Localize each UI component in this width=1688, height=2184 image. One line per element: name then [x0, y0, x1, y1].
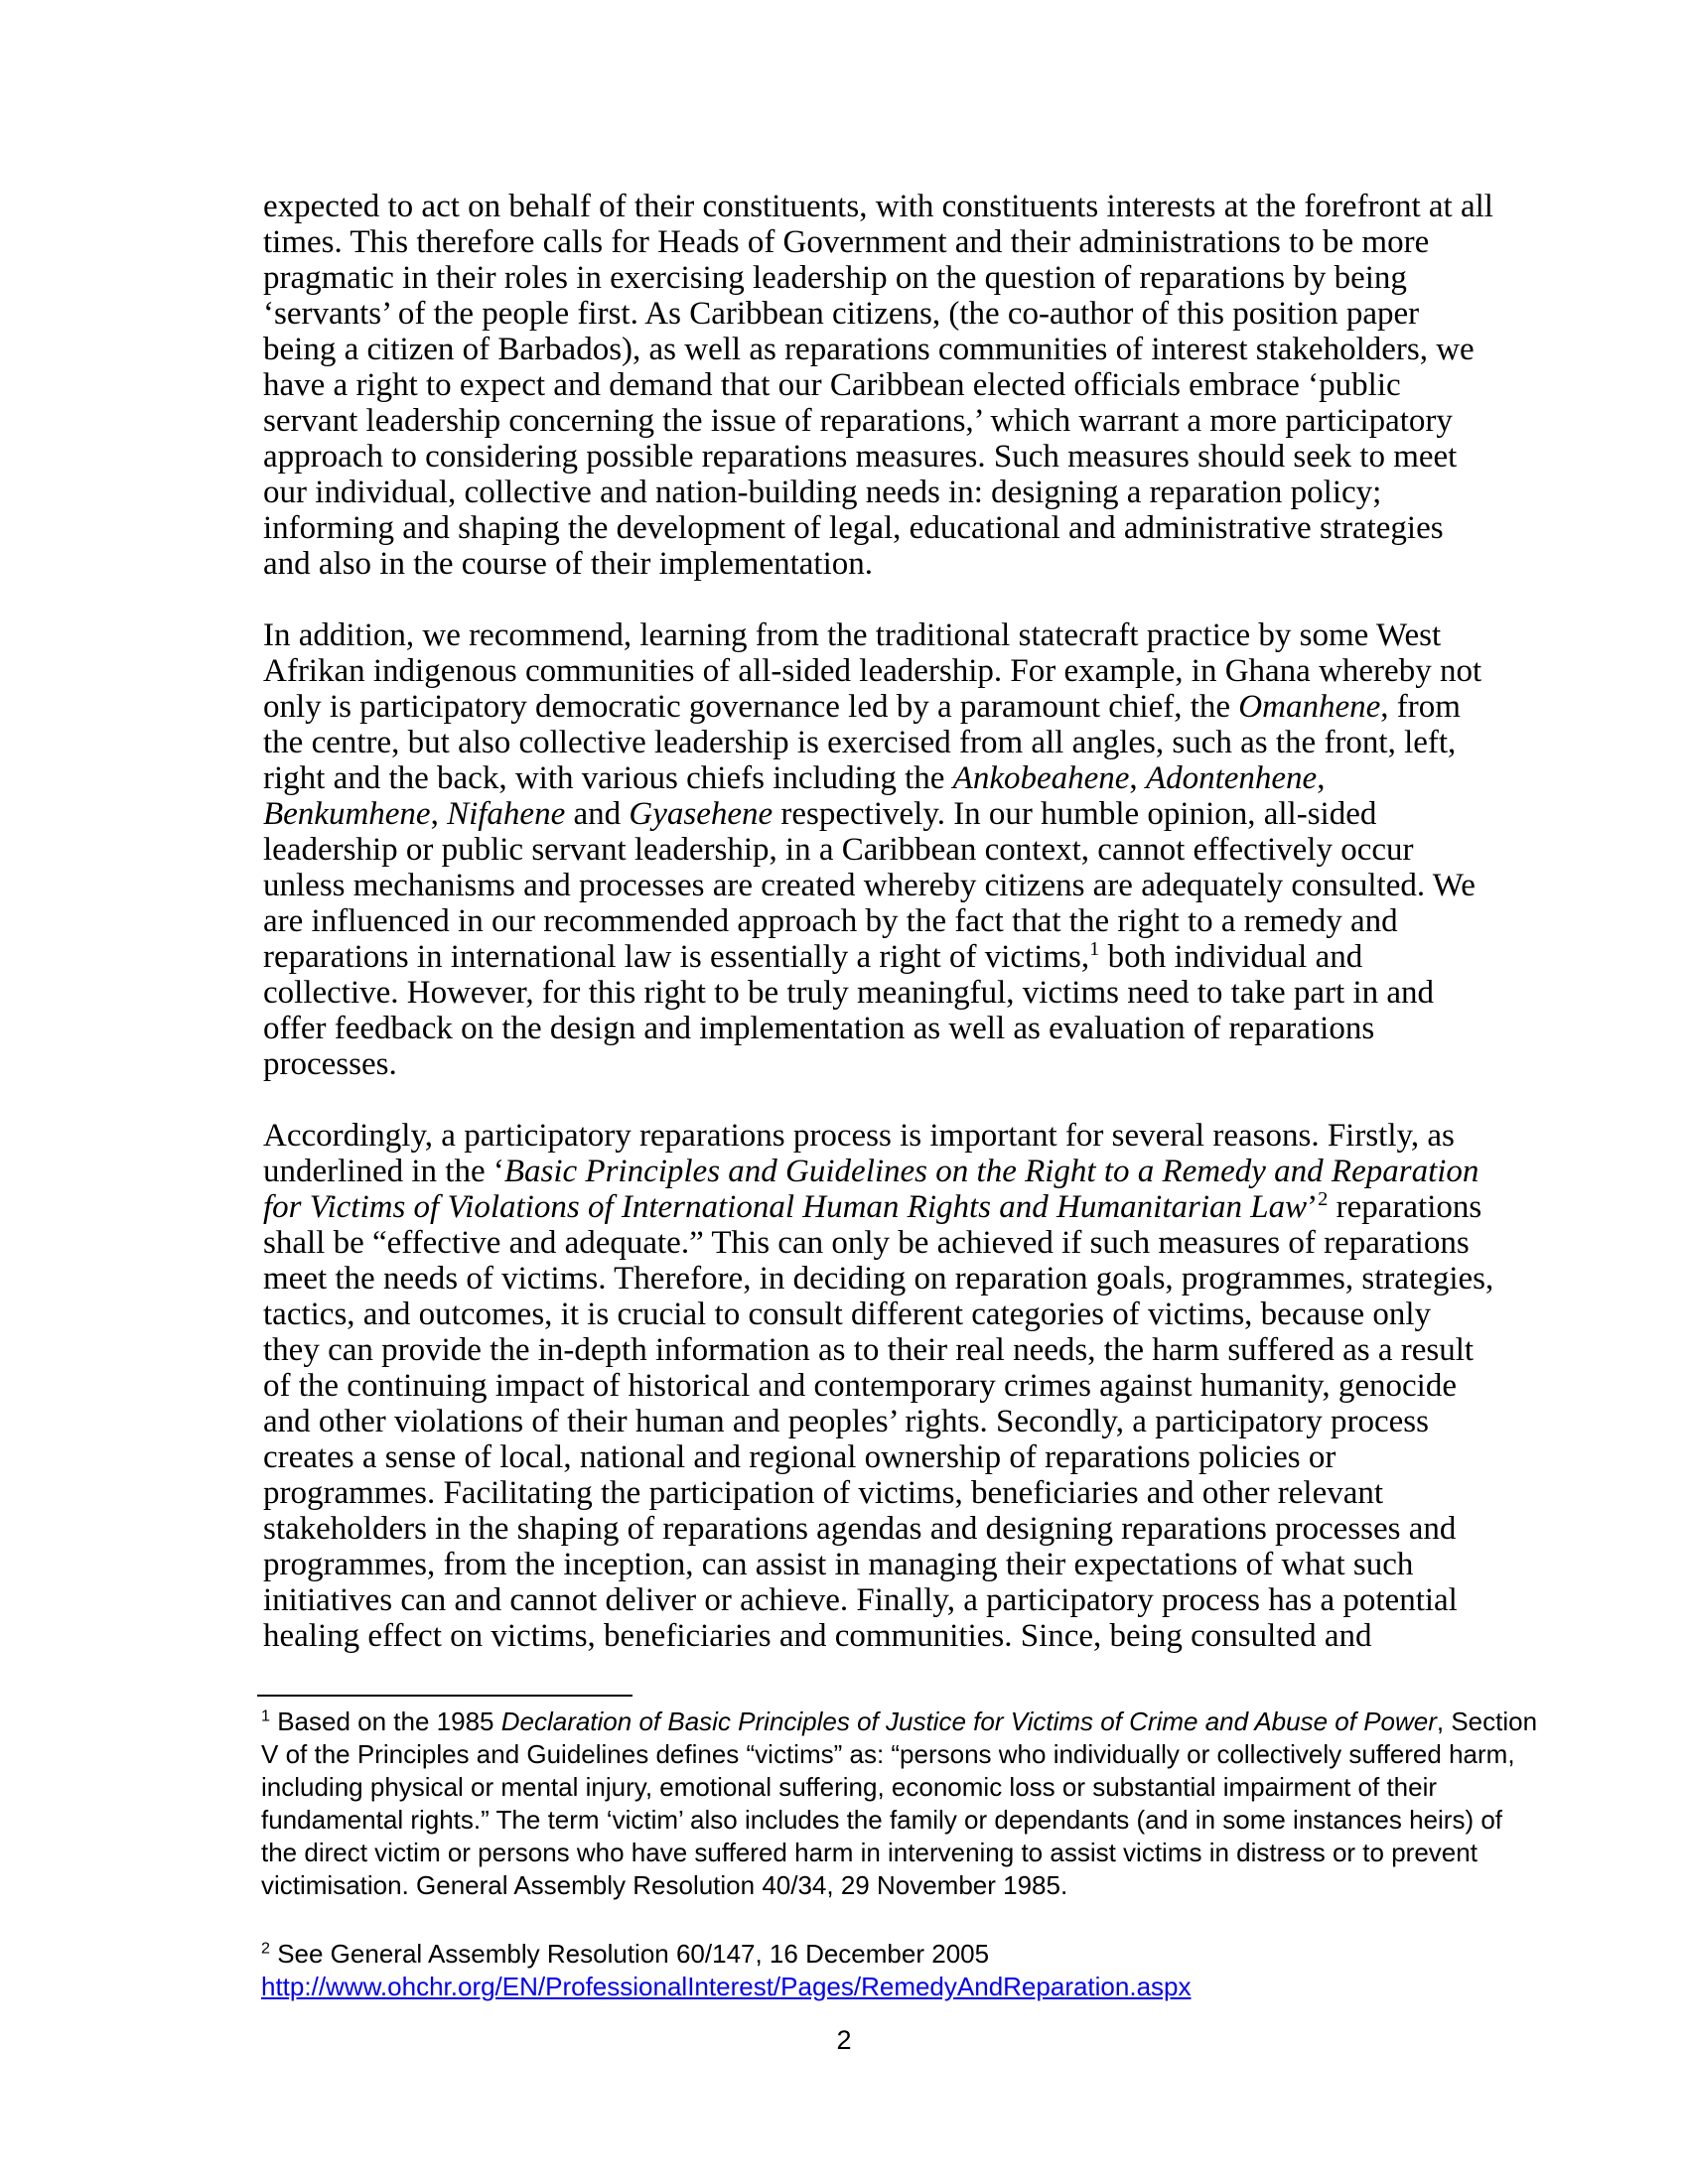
text-run: See General Assembly Resolution 60/147, 16 December 2005 — [269, 1939, 990, 1969]
paragraph — [263, 1118, 1493, 1654]
text-run: , from — [1380, 689, 1461, 725]
text-run: expected to act on behalf of their constituents, with constituents interests at the forefront at all — [263, 189, 1493, 224]
text-run: pragmatic in their roles in exercising leadership on the question of reparations by being — [263, 260, 1407, 296]
text-run: V of the Principles and Guidelines defines “victims” as: “persons who individually or collectively suffered harm, — [261, 1739, 1515, 1769]
text-run: , — [1129, 760, 1146, 796]
text-run: healing effect on victims, beneficiaries and communities. Since, being consulted and — [263, 1618, 1372, 1654]
footnote-reference: 1 — [1089, 938, 1100, 960]
text-line — [263, 903, 1493, 939]
text-line — [263, 332, 1493, 367]
text-line — [261, 1971, 1537, 2003]
text-run: only is participatory democratic governance led by a paramount chief, the — [263, 689, 1239, 725]
text-line — [263, 1439, 1493, 1475]
text-line — [263, 1011, 1493, 1046]
text-run: , — [1317, 760, 1326, 796]
text-line — [263, 1046, 1493, 1082]
footnotes — [261, 1706, 1537, 2003]
text-run: both individual and — [1099, 939, 1363, 975]
text-run: times. This therefore calls for Heads of Government and their administrations to be more — [263, 224, 1430, 260]
text-line — [263, 1118, 1493, 1154]
text-run: Basic Principles and Guidelines on the Right to a Remedy and Reparation — [503, 1154, 1479, 1189]
text-line — [263, 939, 1493, 975]
text-line — [263, 1582, 1493, 1618]
text-run: programmes, from the inception, can assist in managing their expectations of what such — [263, 1547, 1414, 1582]
text-run: creates a sense of local, national and regional ownership of reparations policies or — [263, 1439, 1336, 1475]
text-line — [263, 1404, 1493, 1439]
text-line — [263, 1154, 1493, 1189]
text-run: underlined in the ‘ — [263, 1154, 504, 1189]
text-line — [263, 546, 1493, 582]
text-run: including physical or mental injury, emotional suffering, economic loss or substantial impairment of their — [261, 1772, 1438, 1802]
text-run: the centre, but also collective leadership is exercised from all angles, such as the front, left, — [263, 725, 1457, 760]
paragraph — [263, 189, 1493, 582]
text-run: ’ — [1307, 1189, 1319, 1225]
text-run: Based on the 1985 — [269, 1706, 501, 1736]
text-line — [263, 439, 1493, 475]
body-text — [263, 189, 1493, 1654]
text-line — [261, 1837, 1537, 1869]
text-line — [263, 1368, 1493, 1404]
text-line — [263, 832, 1493, 868]
text-run: Ankobeahene — [952, 760, 1130, 796]
footnote-reference: 2 — [261, 1939, 270, 1958]
text-run: they can provide the in-depth information as to their real needs, the harm suffered as a result — [263, 1332, 1475, 1368]
text-run: Afrikan indigenous communities of all-sided leadership. For example, in Ghana whereby not — [263, 653, 1482, 689]
page-number: 2 — [836, 2025, 852, 2055]
text-line — [261, 1938, 1537, 1971]
text-run: victimisation. General Assembly Resolution 40/34, 29 November 1985. — [261, 1870, 1068, 1900]
text-line — [263, 653, 1493, 689]
text-run: processes. — [263, 1046, 397, 1082]
text-line — [263, 475, 1493, 510]
text-run: stakeholders in the shaping of reparations agendas and designing reparations processes and — [263, 1511, 1457, 1547]
text-line — [261, 1706, 1537, 1738]
text-run: Nifahene — [447, 796, 566, 832]
text-line — [263, 260, 1493, 296]
text-run: right and the back, with various chiefs including the — [263, 760, 953, 796]
text-line — [263, 725, 1493, 760]
text-run: programmes. Facilitating the participation of victims, beneficiaries and other relevant — [263, 1475, 1384, 1511]
text-line — [263, 1475, 1493, 1511]
text-line — [261, 1869, 1537, 1902]
text-run: Benkumhene — [263, 796, 431, 832]
text-run: of the continuing impact of historical and contemporary crimes against humanity, genocide — [263, 1368, 1458, 1404]
text-line — [263, 975, 1493, 1011]
text-line — [263, 796, 1493, 832]
text-line — [263, 868, 1493, 903]
text-run: Accordingly, a participatory reparations process is important for several reasons. Firstly, as — [263, 1118, 1455, 1154]
text-line — [263, 403, 1493, 439]
text-run: leadership or public servant leadership, in a Caribbean context, cannot effectively occur — [263, 832, 1414, 868]
text-line — [261, 1804, 1537, 1837]
text-run: the direct victim or persons who have suffered harm in intervening to assist victims in distress or to prevent — [261, 1838, 1477, 1867]
text-line — [261, 1738, 1537, 1771]
text-run: Adontenhene — [1145, 760, 1318, 796]
text-run: and other violations of their human and peoples’ rights. Secondly, a participatory process — [263, 1404, 1429, 1439]
text-line — [263, 296, 1493, 332]
text-line — [263, 1225, 1493, 1261]
text-run: for Victims of Violations of International Human Rights and Humanitarian Law — [263, 1189, 1308, 1225]
text-line — [263, 224, 1493, 260]
text-run: Omanhene — [1238, 689, 1381, 725]
text-run: , — [430, 796, 448, 832]
text-line — [263, 367, 1493, 403]
text-line — [263, 617, 1493, 653]
text-line — [263, 1261, 1493, 1297]
text-run: informing and shaping the development of legal, educational and administrative strategies — [263, 510, 1444, 546]
text-run: servant leadership concerning the issue of reparations,’ which warrant a more participatory — [263, 403, 1453, 439]
text-line — [263, 1189, 1493, 1225]
text-line — [263, 510, 1493, 546]
footnote-separator — [257, 1695, 633, 1697]
text-line — [263, 189, 1493, 224]
text-run: meet the needs of victims. Therefore, in deciding on reparation goals, programmes, strategies, — [263, 1261, 1494, 1297]
text-run: initiatives can and cannot deliver or achieve. Finally, a participatory process has a potential — [263, 1582, 1458, 1618]
paragraph — [263, 617, 1493, 1082]
text-run: shall be “effective and adequate.” This can only be achieved if such measures of reparations — [263, 1225, 1470, 1261]
text-run: In addition, we recommend, learning from the traditional statecraft practice by some West — [263, 617, 1442, 653]
text-line — [261, 1771, 1537, 1804]
text-run: and — [565, 796, 630, 832]
footnote-reference: 1 — [261, 1706, 270, 1725]
text-run: ‘servants’ of the people first. As Caribbean citizens, (the co-author of this position paper — [263, 296, 1420, 332]
text-line — [263, 1511, 1493, 1547]
text-run: approach to considering possible reparations measures. Such measures should seek to meet — [263, 439, 1458, 475]
text-run: offer feedback on the design and implementation as well as evaluation of reparations — [263, 1011, 1375, 1046]
text-run: Declaration of Basic Principles of Justice for Victims of Crime and Abuse of Power — [500, 1706, 1437, 1736]
text-run: and also in the course of their implementation. — [263, 546, 873, 582]
text-run: , Section — [1436, 1706, 1538, 1736]
text-run: our individual, collective and nation-building needs in: designing a reparation policy; — [263, 475, 1382, 510]
text-run: collective. However, for this right to be truly meaningful, victims need to take part in and — [263, 975, 1435, 1011]
footnote — [261, 1706, 1537, 1902]
text-run: tactics, and outcomes, it is crucial to consult different categories of victims, because only — [263, 1297, 1432, 1332]
text-run: reparations — [1328, 1189, 1482, 1225]
text-run: have a right to expect and demand that our Caribbean elected officials embrace ‘public — [263, 367, 1401, 403]
footnote-reference: 2 — [1318, 1188, 1329, 1210]
text-run: are influenced in our recommended approach by the fact that the right to a remedy and — [263, 903, 1398, 939]
text-line — [263, 1297, 1493, 1332]
text-run: reparations in international law is essentially a right of victims, — [263, 939, 1090, 975]
text-run: Gyasehene — [629, 796, 774, 832]
text-run: being a citizen of Barbados), as well as reparations communities of interest stakeholders, we — [263, 332, 1475, 367]
text-line — [263, 1332, 1493, 1368]
text-line — [263, 760, 1493, 796]
text-line — [263, 1547, 1493, 1582]
footnote-link[interactable]: http://www.ohchr.org/EN/ProfessionalInterest/Pages/RemedyAndReparation.aspx — [261, 1972, 1192, 2001]
text-run: unless mechanisms and processes are created whereby citizens are adequately consulted. We — [263, 868, 1476, 903]
text-run: respectively. In our humble opinion, all-sided — [773, 796, 1377, 832]
text-run: fundamental rights.” The term ‘victim’ also includes the family or dependants (and in some instances heirs) of — [261, 1805, 1503, 1835]
text-line — [263, 1618, 1493, 1654]
text-line — [263, 689, 1493, 725]
footnote — [261, 1938, 1537, 2003]
